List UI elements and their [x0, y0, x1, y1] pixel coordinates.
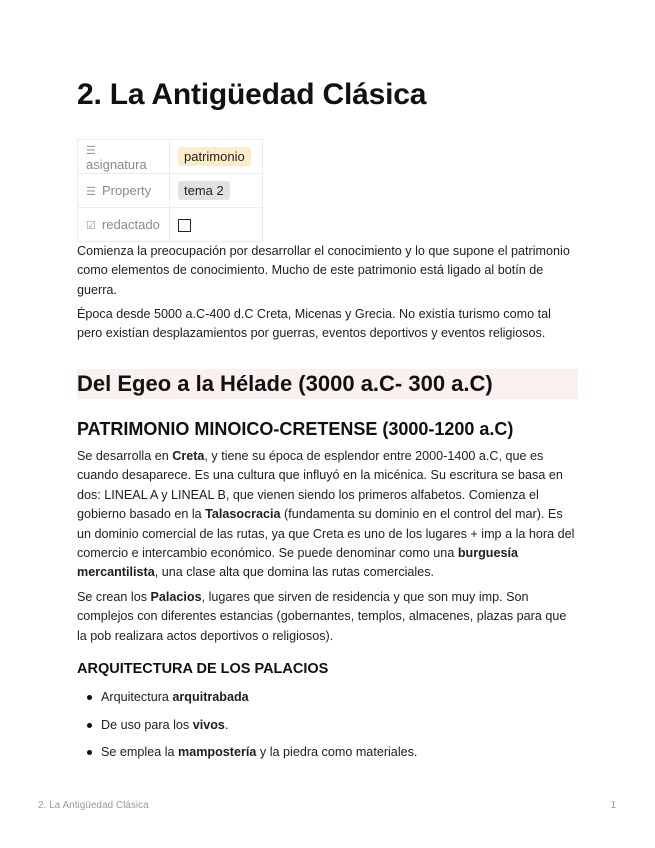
- list-icon: ☰: [86, 186, 96, 198]
- property-key: redactado: [102, 217, 160, 232]
- page-title: 2. La Antigüedad Clásica: [77, 78, 427, 111]
- property-row[interactable]: [78, 140, 263, 174]
- intro-paragraph-2: Época desde 5000 a.C-400 d.C Creta, Micenas y Grecia. No existía turismo como tal pero existían desplazamientos por guerras, eventos deportivos y eventos religiosos.: [77, 307, 551, 341]
- list-item: Se emplea la mampostería y la piedra como materiales.: [77, 743, 417, 771]
- property-key: Property: [102, 183, 152, 198]
- property-tag: tema 2: [178, 181, 230, 200]
- properties-table: [77, 139, 263, 242]
- footer-title: 2. La Antigüedad Clásica: [38, 800, 149, 811]
- property-row[interactable]: [78, 208, 263, 242]
- property-key: asignatura: [86, 156, 147, 172]
- redactado-checkbox[interactable]: [178, 219, 191, 232]
- page-number: 1: [610, 800, 616, 811]
- list-item: De uso para los vivos.: [77, 716, 417, 744]
- palacios-paragraph: Se crean los Palacios, lugares que sirven de residencia y que son muy imp. Son complejos con diferentes estancias (gobernantes, templos, almacenes, plazas para que la pob realizara actos deportivos o religiosos).: [77, 590, 567, 643]
- arch-heading: ARQUITECTURA DE LOS PALACIOS: [77, 661, 329, 677]
- bullet-list: [77, 688, 417, 771]
- intro-paragraph-1: Comienza la preocupación por desarrollar el conocimiento y lo que supone el patrimonio como elementos de conocimiento. Mucho de este patrimonio está ligado al botín de guerra.: [77, 244, 570, 297]
- section-heading: Del Egeo a la Hélade (3000 a.C- 300 a.C): [77, 369, 578, 399]
- sub-heading: PATRIMONIO MINOICO-CRETENSE (3000-1200 a.C): [77, 419, 514, 439]
- property-row[interactable]: [78, 174, 263, 208]
- list-item: Arquitectura arquitrabada: [77, 688, 417, 716]
- property-tag: patrimonio: [178, 147, 251, 166]
- checkbox-property-icon: ☑: [86, 220, 96, 232]
- list-icon: ☰: [86, 144, 96, 157]
- creta-paragraph: Se desarrolla en Creta, y tiene su época de esplendor entre 2000-1400 a.C, que es cuando desaparece. Es una cultura que influyó en la micénica. Su escritura se basa en dos: LINEAL A y LINEAL B, que vienen siendo los primeros alfabetos. Comienza el gobierno basado en la Talasocracia (fundamenta su dominio en el control del mar). Es un dominio comercial de las rutas, ya que Creta es uno de los lugares + imp a la hora del comercio e intercambio económico. Se puede denominar como una burguesía mercantilista, una clase alta que domina las rutas comerciales.: [77, 449, 575, 580]
